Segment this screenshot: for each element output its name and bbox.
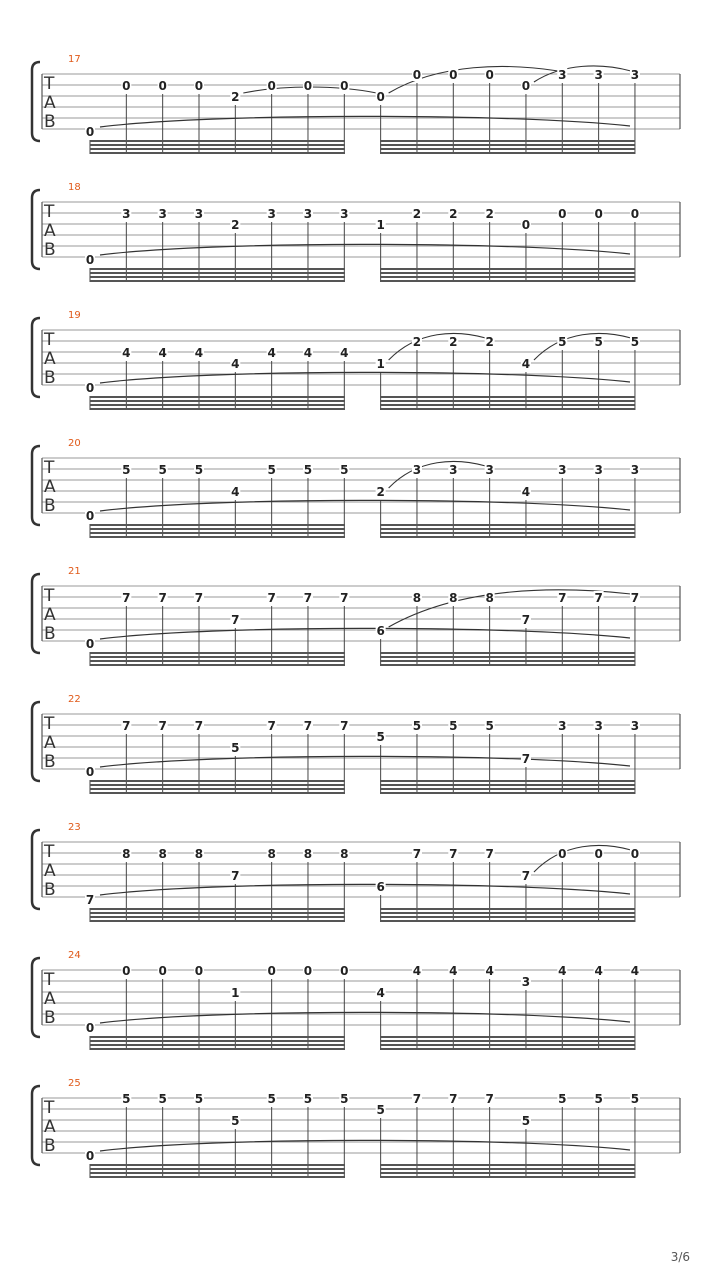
- fret-number: 0: [594, 207, 603, 221]
- measure-22: [32, 694, 680, 794]
- tab-letter-a: A: [44, 861, 56, 881]
- fret-number: 7: [303, 591, 313, 605]
- fret-number: 4: [303, 346, 313, 360]
- fret-number: 5: [231, 1114, 240, 1128]
- measure-18: [32, 182, 680, 282]
- fret-number: 3: [558, 719, 567, 733]
- fret-number: 4: [376, 986, 385, 1000]
- fret-number: 2: [412, 335, 422, 349]
- fret-number: 3: [412, 463, 422, 477]
- fret-number: 5: [521, 1114, 531, 1128]
- fret-number: 5: [558, 335, 567, 349]
- tab-letter-a: A: [44, 477, 56, 497]
- slur: [534, 845, 631, 872]
- fret-number: 3: [594, 719, 603, 733]
- fret-number: 0: [485, 68, 494, 82]
- fret-number: 4: [122, 346, 131, 360]
- fret-number: 7: [521, 752, 531, 766]
- fret-number: 0: [122, 79, 131, 93]
- measure-25: [32, 1078, 680, 1178]
- fret-number: 5: [485, 719, 494, 733]
- tab-letter-b: B: [44, 752, 56, 772]
- fret-number: 8: [340, 847, 349, 861]
- fret-number: 5: [594, 335, 603, 349]
- fret-number: 3: [158, 207, 167, 221]
- fret-number: 3: [558, 463, 567, 477]
- measure-23: [32, 822, 680, 922]
- tab-letter-a: A: [44, 93, 56, 113]
- fret-number: 7: [485, 1092, 494, 1106]
- system-bracket: [32, 830, 40, 909]
- fret-number: 4: [485, 964, 494, 978]
- fret-number: 5: [122, 1092, 131, 1106]
- fret-number: 0: [558, 207, 567, 221]
- fret-number: 7: [340, 719, 349, 733]
- fret-number: 7: [122, 719, 131, 733]
- fret-number: 7: [231, 613, 240, 627]
- tab-letter-b: B: [44, 1136, 56, 1156]
- fret-number: 3: [521, 975, 531, 989]
- fret-number: 7: [412, 847, 422, 861]
- fret-number: 3: [594, 68, 603, 82]
- measure-number: 19: [68, 310, 81, 321]
- fret-number: 8: [485, 591, 494, 605]
- fret-number: 0: [158, 964, 167, 978]
- fret-number: 5: [158, 1092, 167, 1106]
- tab-letter-a: A: [44, 989, 56, 1009]
- fret-number: 2: [449, 335, 458, 349]
- fret-number: 7: [412, 1092, 422, 1106]
- fret-number: 2: [449, 207, 458, 221]
- fret-number: 5: [630, 1092, 640, 1106]
- fret-number: 7: [449, 1092, 458, 1106]
- system-bracket: [32, 702, 40, 781]
- fret-number: 0: [267, 964, 276, 978]
- tab-letter-b: B: [44, 368, 56, 388]
- fret-number: 4: [231, 485, 240, 499]
- fret-number: 7: [630, 591, 640, 605]
- fret-number: 4: [231, 357, 240, 371]
- fret-number: 5: [594, 1092, 603, 1106]
- tab-letter-b: B: [44, 240, 56, 260]
- fret-number: 2: [485, 207, 494, 221]
- fret-number: 7: [558, 591, 567, 605]
- fret-number: 3: [485, 463, 494, 477]
- measure-number: 23: [68, 822, 81, 833]
- fret-number: 0: [303, 964, 313, 978]
- fret-number: 0: [594, 847, 603, 861]
- fret-number: 5: [267, 1092, 276, 1106]
- fret-number: 0: [630, 847, 640, 861]
- fret-number: 7: [158, 591, 167, 605]
- measure-21: [32, 566, 680, 666]
- fret-number: 5: [449, 719, 458, 733]
- fret-number: 3: [630, 463, 640, 477]
- measure-number: 22: [68, 694, 81, 705]
- fret-number: 4: [158, 346, 167, 360]
- system-bracket: [32, 1086, 40, 1165]
- fret-number: 5: [340, 1092, 349, 1106]
- tab-letter-t: T: [44, 202, 55, 222]
- fret-number: 0: [340, 964, 349, 978]
- fret-number: 0: [158, 79, 167, 93]
- fret-number: 7: [340, 591, 349, 605]
- fret-number: 0: [85, 509, 95, 523]
- fret-number: 4: [194, 346, 204, 360]
- fret-number: 8: [303, 847, 313, 861]
- tab-letter-t: T: [44, 458, 55, 478]
- page-number: 3/6: [670, 1250, 690, 1264]
- tab-letter-a: A: [44, 733, 56, 753]
- fret-number: 0: [521, 79, 531, 93]
- fret-number: 5: [303, 463, 313, 477]
- fret-number: 4: [412, 964, 422, 978]
- fret-number: 3: [340, 207, 349, 221]
- tab-letter-t: T: [44, 842, 55, 862]
- fret-number: 0: [85, 253, 95, 267]
- fret-number: 5: [267, 463, 276, 477]
- fret-number: 4: [594, 964, 603, 978]
- fret-number: 7: [485, 847, 494, 861]
- system-bracket: [32, 574, 40, 653]
- fret-number: 2: [412, 207, 422, 221]
- fret-number: 3: [449, 463, 458, 477]
- fret-number: 0: [85, 1149, 95, 1163]
- fret-number: 5: [122, 463, 131, 477]
- slur: [389, 333, 486, 360]
- tab-letter-t: T: [44, 714, 55, 734]
- fret-number: 5: [630, 335, 640, 349]
- tab-letter-a: A: [44, 221, 56, 241]
- fret-number: 0: [449, 68, 458, 82]
- tab-letter-a: A: [44, 605, 56, 625]
- fret-number: 8: [194, 847, 204, 861]
- fret-number: 3: [194, 207, 204, 221]
- fret-number: 2: [376, 485, 385, 499]
- fret-number: 7: [449, 847, 458, 861]
- fret-number: 2: [231, 218, 240, 232]
- tab-letter-b: B: [44, 1008, 56, 1028]
- slur: [389, 461, 486, 488]
- fret-number: 0: [85, 125, 95, 139]
- tab-letter-b: B: [44, 880, 56, 900]
- fret-number: 5: [158, 463, 167, 477]
- fret-number: 7: [267, 591, 276, 605]
- fret-number: 7: [85, 893, 95, 907]
- tab-letter-a: A: [44, 1117, 56, 1137]
- fret-number: 4: [340, 346, 349, 360]
- fret-number: 0: [194, 79, 204, 93]
- slur: [534, 333, 631, 360]
- measure-19: [32, 310, 680, 410]
- fret-number: 7: [122, 591, 131, 605]
- fret-number: 8: [449, 591, 458, 605]
- system-bracket: [32, 62, 40, 141]
- measure-number: 18: [68, 182, 81, 193]
- fret-number: 5: [376, 1103, 385, 1117]
- fret-number: 0: [122, 964, 131, 978]
- system-bracket: [32, 446, 40, 525]
- measure-number: 20: [68, 438, 81, 449]
- fret-number: 4: [521, 485, 531, 499]
- tab-letter-t: T: [44, 586, 55, 606]
- fret-number: 5: [194, 1092, 204, 1106]
- tab-letter-t: T: [44, 74, 55, 94]
- fret-number: 5: [340, 463, 349, 477]
- measure-number: 25: [68, 1078, 81, 1089]
- fret-number: 3: [122, 207, 131, 221]
- fret-number: 7: [194, 591, 204, 605]
- fret-number: 0: [85, 1021, 95, 1035]
- fret-number: 4: [521, 357, 531, 371]
- fret-number: 3: [267, 207, 276, 221]
- fret-number: 8: [412, 591, 422, 605]
- measure-number: 17: [68, 54, 81, 65]
- system-bracket: [32, 958, 40, 1037]
- fret-number: 8: [267, 847, 276, 861]
- fret-number: 8: [122, 847, 131, 861]
- fret-number: 3: [558, 68, 567, 82]
- fret-number: 4: [449, 964, 458, 978]
- fret-number: 7: [303, 719, 313, 733]
- fret-number: 0: [630, 207, 640, 221]
- fret-number: 7: [594, 591, 603, 605]
- fret-number: 7: [521, 613, 531, 627]
- fret-number: 0: [194, 964, 204, 978]
- fret-number: 7: [231, 869, 240, 883]
- fret-number: 5: [412, 719, 422, 733]
- system-bracket: [32, 190, 40, 269]
- measure-number: 24: [68, 950, 81, 961]
- fret-number: 0: [85, 765, 95, 779]
- fret-number: 3: [630, 719, 640, 733]
- system-bracket: [32, 318, 40, 397]
- fret-number: 0: [303, 79, 313, 93]
- fret-number: 1: [376, 218, 385, 232]
- fret-number: 8: [158, 847, 167, 861]
- tab-letter-b: B: [44, 112, 56, 132]
- measure-number: 21: [68, 566, 81, 577]
- fret-number: 7: [521, 869, 531, 883]
- fret-number: 0: [558, 847, 567, 861]
- fret-number: 0: [521, 218, 531, 232]
- measure-17: [32, 54, 680, 154]
- fret-number: 6: [376, 880, 385, 894]
- fret-number: 5: [558, 1092, 567, 1106]
- measure-24: [32, 950, 680, 1050]
- tab-letter-t: T: [44, 1098, 55, 1118]
- fret-number: 0: [267, 79, 276, 93]
- fret-number: 5: [376, 730, 385, 744]
- fret-number: 3: [594, 463, 603, 477]
- fret-number: 7: [158, 719, 167, 733]
- tab-letter-a: A: [44, 349, 56, 369]
- tab-letter-b: B: [44, 496, 56, 516]
- fret-number: 5: [231, 741, 240, 755]
- fret-number: 2: [231, 90, 240, 104]
- tab-letter-t: T: [44, 970, 55, 990]
- fret-number: 7: [194, 719, 204, 733]
- fret-number: 0: [340, 79, 349, 93]
- fret-number: 0: [412, 68, 422, 82]
- tab-letter-t: T: [44, 330, 55, 350]
- fret-number: 4: [630, 964, 640, 978]
- fret-number: 5: [303, 1092, 313, 1106]
- fret-number: 6: [376, 624, 385, 638]
- fret-number: 5: [194, 463, 204, 477]
- fret-number: 1: [231, 986, 240, 1000]
- fret-number: 7: [267, 719, 276, 733]
- fret-number: 0: [85, 637, 95, 651]
- measure-20: [32, 438, 680, 538]
- fret-number: 1: [376, 357, 385, 371]
- fret-number: 0: [85, 381, 95, 395]
- fret-number: 3: [630, 68, 640, 82]
- fret-number: 4: [267, 346, 276, 360]
- fret-number: 0: [376, 90, 385, 104]
- tab-letter-b: B: [44, 624, 56, 644]
- fret-number: 2: [485, 335, 494, 349]
- fret-number: 4: [558, 964, 567, 978]
- fret-number: 3: [303, 207, 313, 221]
